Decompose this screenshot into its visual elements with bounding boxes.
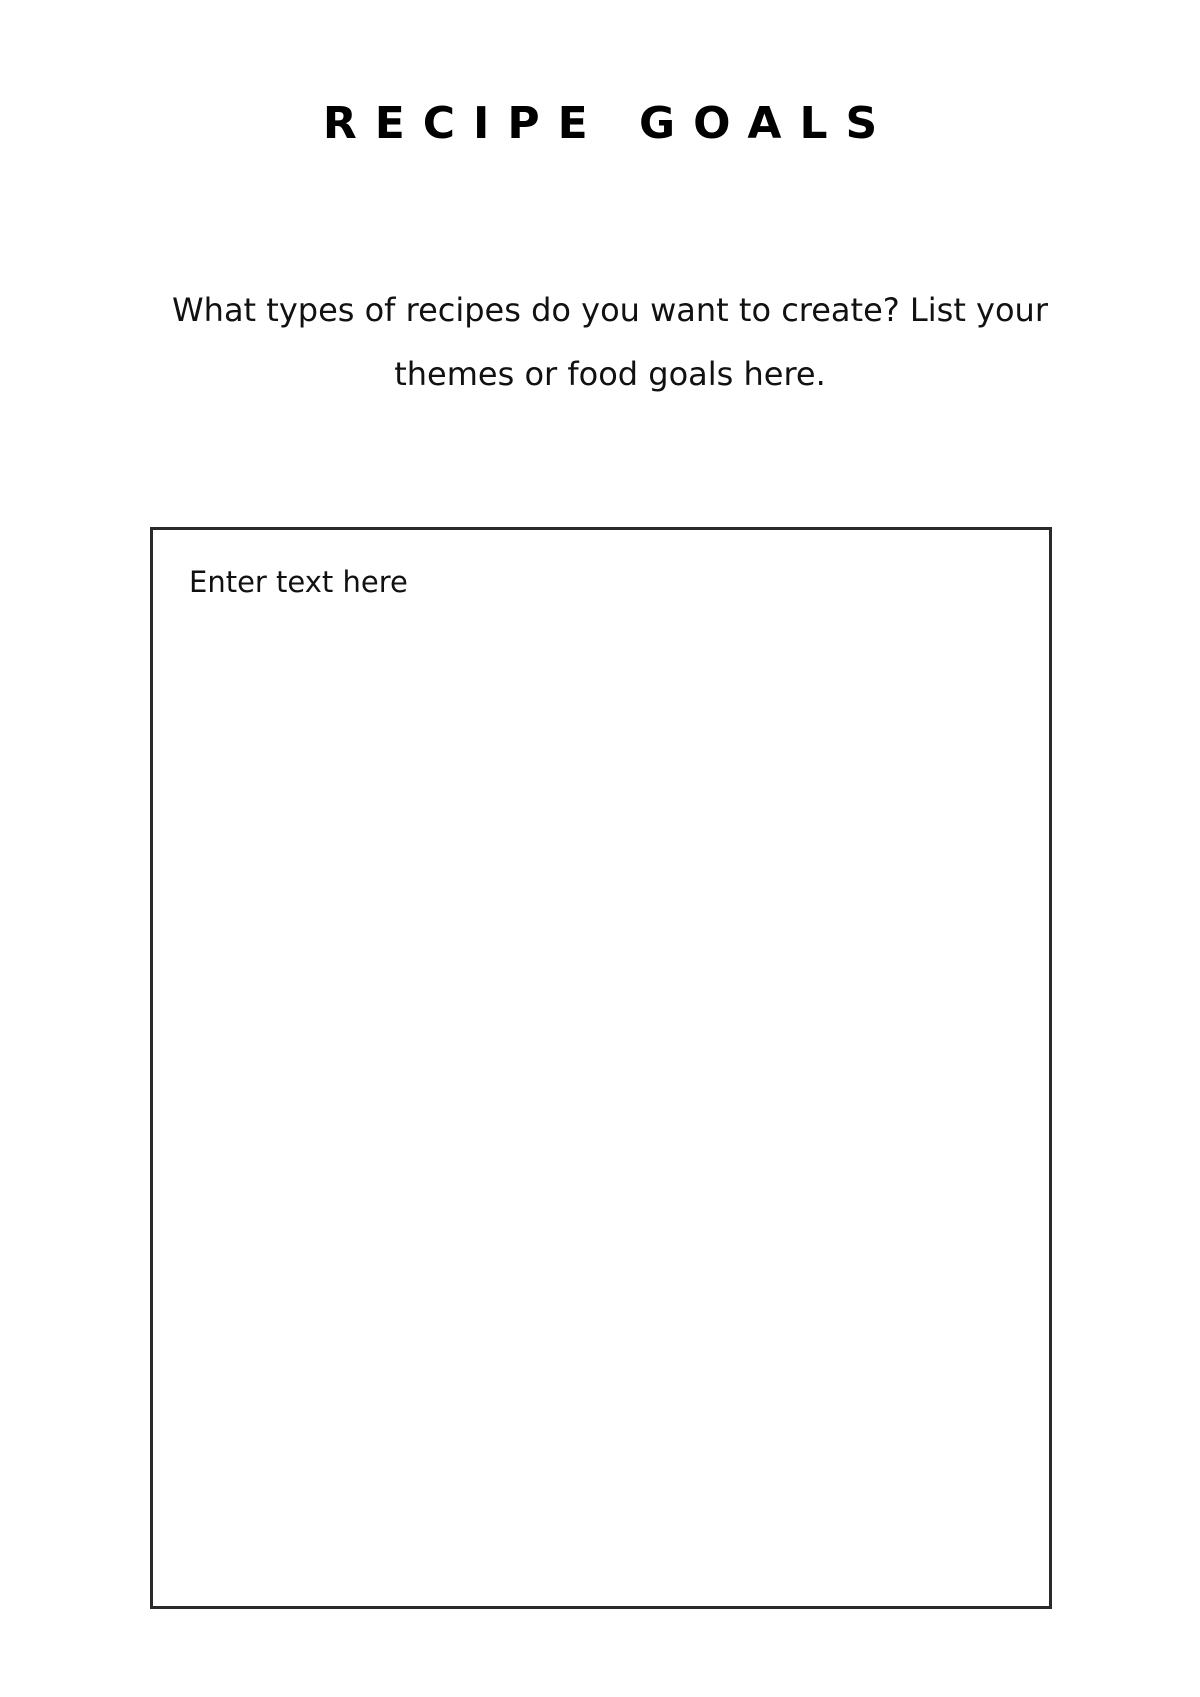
prompt-text: What types of recipes do you want to create? List your themes or food goals here.	[172, 291, 1048, 393]
text-entry-box[interactable]	[150, 527, 1052, 1609]
page-title: RECIPE GOALS	[322, 98, 896, 149]
entry-placeholder-text[interactable]: Enter text here	[189, 565, 408, 599]
